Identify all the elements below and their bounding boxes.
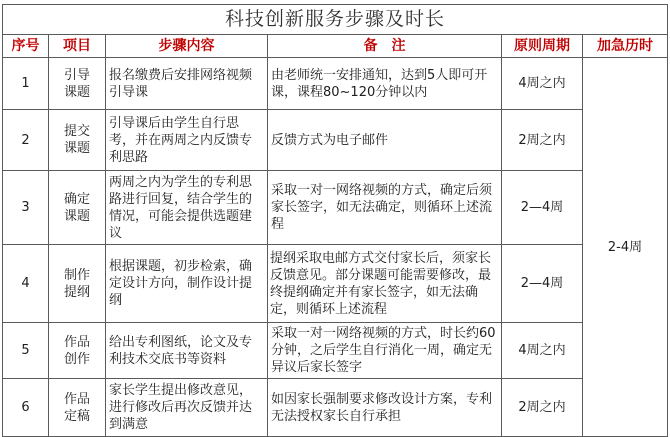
row-item: 确定 课题: [49, 171, 106, 245]
header-note: 备 注: [268, 35, 502, 58]
row-no: 1: [3, 58, 49, 110]
row-no: 3: [3, 171, 49, 245]
row-content: 两周之内为学生的专利思路进行回复，结合学生的情况，可能会提供选题建议: [106, 171, 268, 245]
row-item: 作品 创作: [49, 323, 106, 379]
row-period: 2周之内: [502, 110, 583, 171]
service-steps-table: [2, 4, 668, 437]
table-row: [3, 58, 668, 110]
row-period: 4周之内: [502, 323, 583, 379]
row-note: 提纲采取电邮方式交付家长后，须家长反馈意见。部分课题可能需要修改，最终提纲确定并有家长签字，如无法确定，则循环上述流程: [268, 245, 502, 323]
row-period: 2—4周: [502, 171, 583, 245]
table-row: [3, 171, 668, 245]
urgent-duration: 2-4周: [583, 58, 668, 437]
header-no: 序号: [3, 35, 49, 58]
row-item: 提交 课题: [49, 110, 106, 171]
row-period: 4周之内: [502, 58, 583, 110]
row-note: 由老师统一安排通知，达到5人即可开课，课程80~120分钟以内: [268, 58, 502, 110]
row-note: 采取一对一网络视频的方式，确定后须家长签字，如无法确定，则循环上述流程: [268, 171, 502, 245]
row-no: 6: [3, 379, 49, 437]
row-content: 根据课题，初步检索，确定设计方向，制作设计提纲: [106, 245, 268, 323]
row-content: 引导课后由学生自行思考，并在两周之内反馈专利思路: [106, 110, 268, 171]
row-item: 引导 课题: [49, 58, 106, 110]
row-item: 作品 定稿: [49, 379, 106, 437]
header-urgent: 加急历时: [583, 35, 668, 58]
row-content: 给出专利图纸，论文及专利技术交底书等资料: [106, 323, 268, 379]
header-period: 原则周期: [502, 35, 583, 58]
header-content: 步骤内容: [106, 35, 268, 58]
header-item: 项目: [49, 35, 106, 58]
table-row: [3, 323, 668, 379]
header-row: [3, 35, 668, 58]
row-no: 5: [3, 323, 49, 379]
table-row: [3, 245, 668, 323]
row-note: 如因家长强制要求修改设计方案，专利无法授权家长自行承担: [268, 379, 502, 437]
row-period: 2周之内: [502, 379, 583, 437]
table-row: [3, 110, 668, 171]
row-content: 报名缴费后安排网络视频引导课: [106, 58, 268, 110]
row-no: 4: [3, 245, 49, 323]
row-note: 反馈方式为电子邮件: [268, 110, 502, 171]
row-content: 家长学生提出修改意见，进行修改后再次反馈并达到满意: [106, 379, 268, 437]
row-item: 制作 提纲: [49, 245, 106, 323]
row-note: 采取一对一网络视频的方式，时长约60分钟，之后学生自行消化一周，确定无异议后家长签字: [268, 323, 502, 379]
table-title: 科技创新服务步骤及时长: [3, 5, 668, 35]
row-period: 2—4周: [502, 245, 583, 323]
row-no: 2: [3, 110, 49, 171]
table-row: [3, 379, 668, 437]
